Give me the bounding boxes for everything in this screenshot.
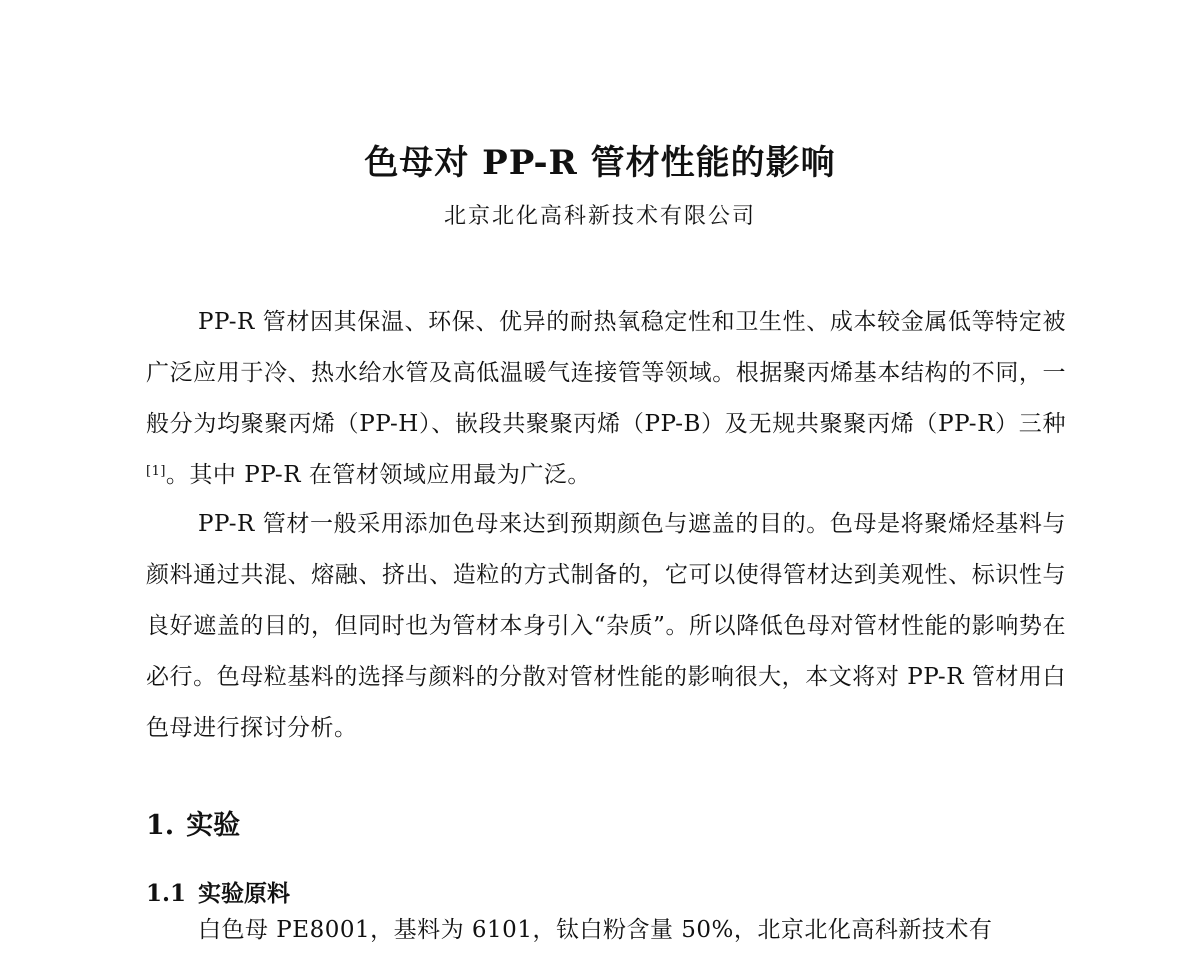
intro-paragraph-1-text: PP-R 管材因其保温、环保、优异的耐热氧稳定性和卫生性、成本较金属低等特定被广泛应用于冷、热水给水管及高低温暖气连接管等领域。根据聚丙烯基本结构的不同，一般分为均聚聚丙烯（PP-H）、嵌段共聚聚丙烯（PP-B）及无规共聚聚丙烯（PP-R）三种 xyxy=(146,309,1066,437)
section-heading-1 xyxy=(146,804,240,848)
intro-paragraph-1-tail: 。其中 PP-R 在管材领域应用最为广泛。 xyxy=(165,462,591,488)
paper-title: 色母对 PP-R 管材性能的影响 xyxy=(364,143,836,183)
author-affiliation: 北京北化高科新技术有限公司 xyxy=(443,204,756,229)
materials-paragraph: 白色母 PE8001，基料为 6101，钛白粉含量 50%，北京北化高科新技术有 xyxy=(198,917,993,943)
section-title: 实验 xyxy=(186,810,241,841)
subsection-title: 实验原料 xyxy=(198,880,291,907)
intro-paragraph-2: PP-R 管材一般采用添加色母来达到预期颜色与遮盖的目的。色母是将聚烯烃基料与颜料通过共混、熔融、挤出、造粒的方式制备的，它可以使得管材达到美观性、标识性与良好遮盖的目的，但同时也为管材本身引入“杂质”。所以降低色母对管材性能的影响势在必行。色母粒基料的选择与颜料的分散对管材性能的影响很大，本文将对 PP-R 管材用白色母进行探讨分析。 xyxy=(146,511,1066,741)
citation-ref[interactable]: [1] xyxy=(146,464,166,479)
intro-paragraph-1 xyxy=(146,297,1066,501)
subsection-number: 1.1 xyxy=(146,880,187,907)
section-number: 1. xyxy=(146,810,175,841)
